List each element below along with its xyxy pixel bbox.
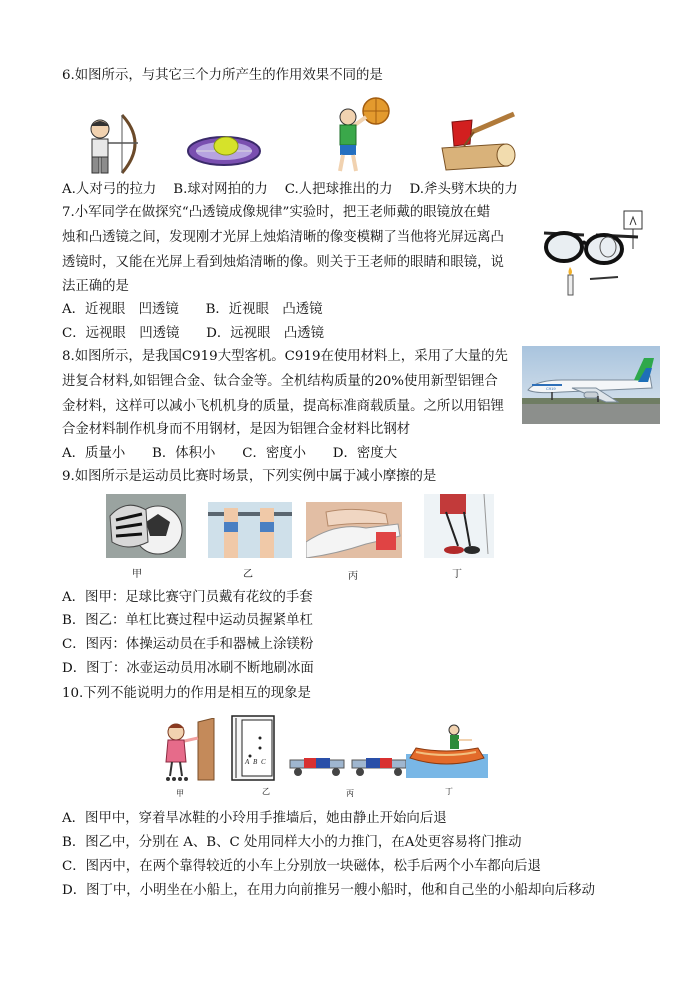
q9-caption-bing: 丙: [348, 571, 358, 582]
q10-caption-ding: 丁: [445, 787, 453, 796]
q10-stem: 10.下列不能说明力的作用是相互的现象是: [62, 686, 311, 701]
q9-caption-jia: 甲: [132, 569, 142, 580]
q9-option-b: B．图乙：单杠比赛过程中运动员握紧单杠: [62, 613, 313, 628]
q8-line-3: 金材料，这样可以减小飞机机身的质量，提高标准商载质量。之所以用铝锂: [62, 399, 504, 414]
q9-option-d: D．图丁：冰壶运动员用冰刷不断地刷冰面: [62, 661, 314, 676]
q10-option-c: C．图丙中，在两个靠得较近的小车上分别放一块磁体，松手后两个小车都向后退: [62, 859, 541, 874]
curling-photo: [424, 494, 494, 558]
q10-caption-yi: 乙: [262, 787, 270, 796]
glasses-candle-figure: [540, 207, 648, 301]
q6-options: A.人对弓的拉力 B.球对网拍的力 C.人把球推出的力 D.斧头劈木块的力: [62, 182, 518, 197]
q10-option-b: B．图乙中，分别在 A、B、C 处用同样大小的力推门，在A处更容易将门推动: [62, 835, 522, 850]
q10-caption-jia: 甲: [176, 789, 184, 798]
basketball-push-figure: [326, 97, 396, 175]
q9-option-a: A．图甲：足球比赛守门员戴有花纹的手套: [62, 590, 313, 605]
q8-line-1: 8.如图所示，是我国C919大型客机。C919在使用材料上，采用了大量的先: [62, 349, 508, 364]
q10-option-a: A．图甲中，穿着旱冰鞋的小玲用手推墙后，她由静止开始向后退: [62, 811, 447, 826]
door-abc-figure: [230, 714, 278, 782]
magnet-carts-right-figure: [350, 754, 408, 778]
archer-figure: [78, 113, 150, 177]
door-label-c: C: [261, 758, 266, 766]
q6-stem: 6.如图所示，与其它三个力所产生的作用效果不同的是: [62, 68, 383, 83]
q7-line-4: 法正确的是: [62, 279, 129, 294]
q10-option-d: D．图丁中，小明坐在小船上，在用力向前推另一艘小船时，他和自己坐的小船却向后移动: [62, 883, 595, 898]
q9-stem: 9.如图所示是运动员比赛时场景，下列实例中属于减小摩擦的是: [62, 469, 437, 484]
c919-plane-photo: [522, 346, 660, 424]
q9-caption-yi: 乙: [243, 569, 253, 580]
racket-figure: [186, 126, 266, 176]
door-label-a: A: [245, 758, 250, 766]
q7-line-1: 7.小军同学在做探究“凸透镜成像规律”实验时，把王老师戴的眼镜放在蜡: [62, 205, 491, 220]
q8-line-2: 进复合材料,如铝锂合金、钛合金等。全机结构质量的20%使用新型铝锂合: [62, 374, 498, 389]
door-label-b: B: [253, 758, 258, 766]
horizontal-bar-photo: [208, 502, 292, 558]
girl-push-wall-figure: [158, 718, 218, 782]
q7-option-ab: A．近视眼 凹透镜 B．近视眼 凸透镜: [62, 302, 323, 317]
q9-option-c: C．图丙：体操运动员在手和器械上涂镁粉: [62, 637, 314, 652]
q8-line-4: 合金材料制作机身而不用钢材，是因为铝锂合金材料比钢材: [62, 422, 411, 437]
goalkeeper-glove-photo: [106, 494, 186, 558]
axe-wood-figure: [434, 108, 524, 172]
chalk-hands-photo: [306, 502, 402, 558]
q10-caption-bing: 丙: [346, 789, 354, 798]
plane-livery-text: C919: [546, 386, 556, 391]
magnet-carts-left-figure: [288, 754, 346, 778]
q9-caption-ding: 丁: [452, 569, 462, 580]
q7-option-cd: C．远视眼 凹透镜 D．远视眼 凸透镜: [62, 326, 325, 341]
q7-line-2: 烛和凸透镜之间，发现刚才光屏上烛焰清晰的像变模糊了当他将光屏远离凸: [62, 230, 504, 245]
boats-figure: [406, 718, 488, 778]
q7-line-3: 透镜时，又能在光屏上看到烛焰清晰的像。则关于王老师的眼睛和眼镜，说: [62, 255, 504, 270]
q8-options: A．质量小 B．体积小 C．密度小 D．密度大: [62, 446, 398, 461]
